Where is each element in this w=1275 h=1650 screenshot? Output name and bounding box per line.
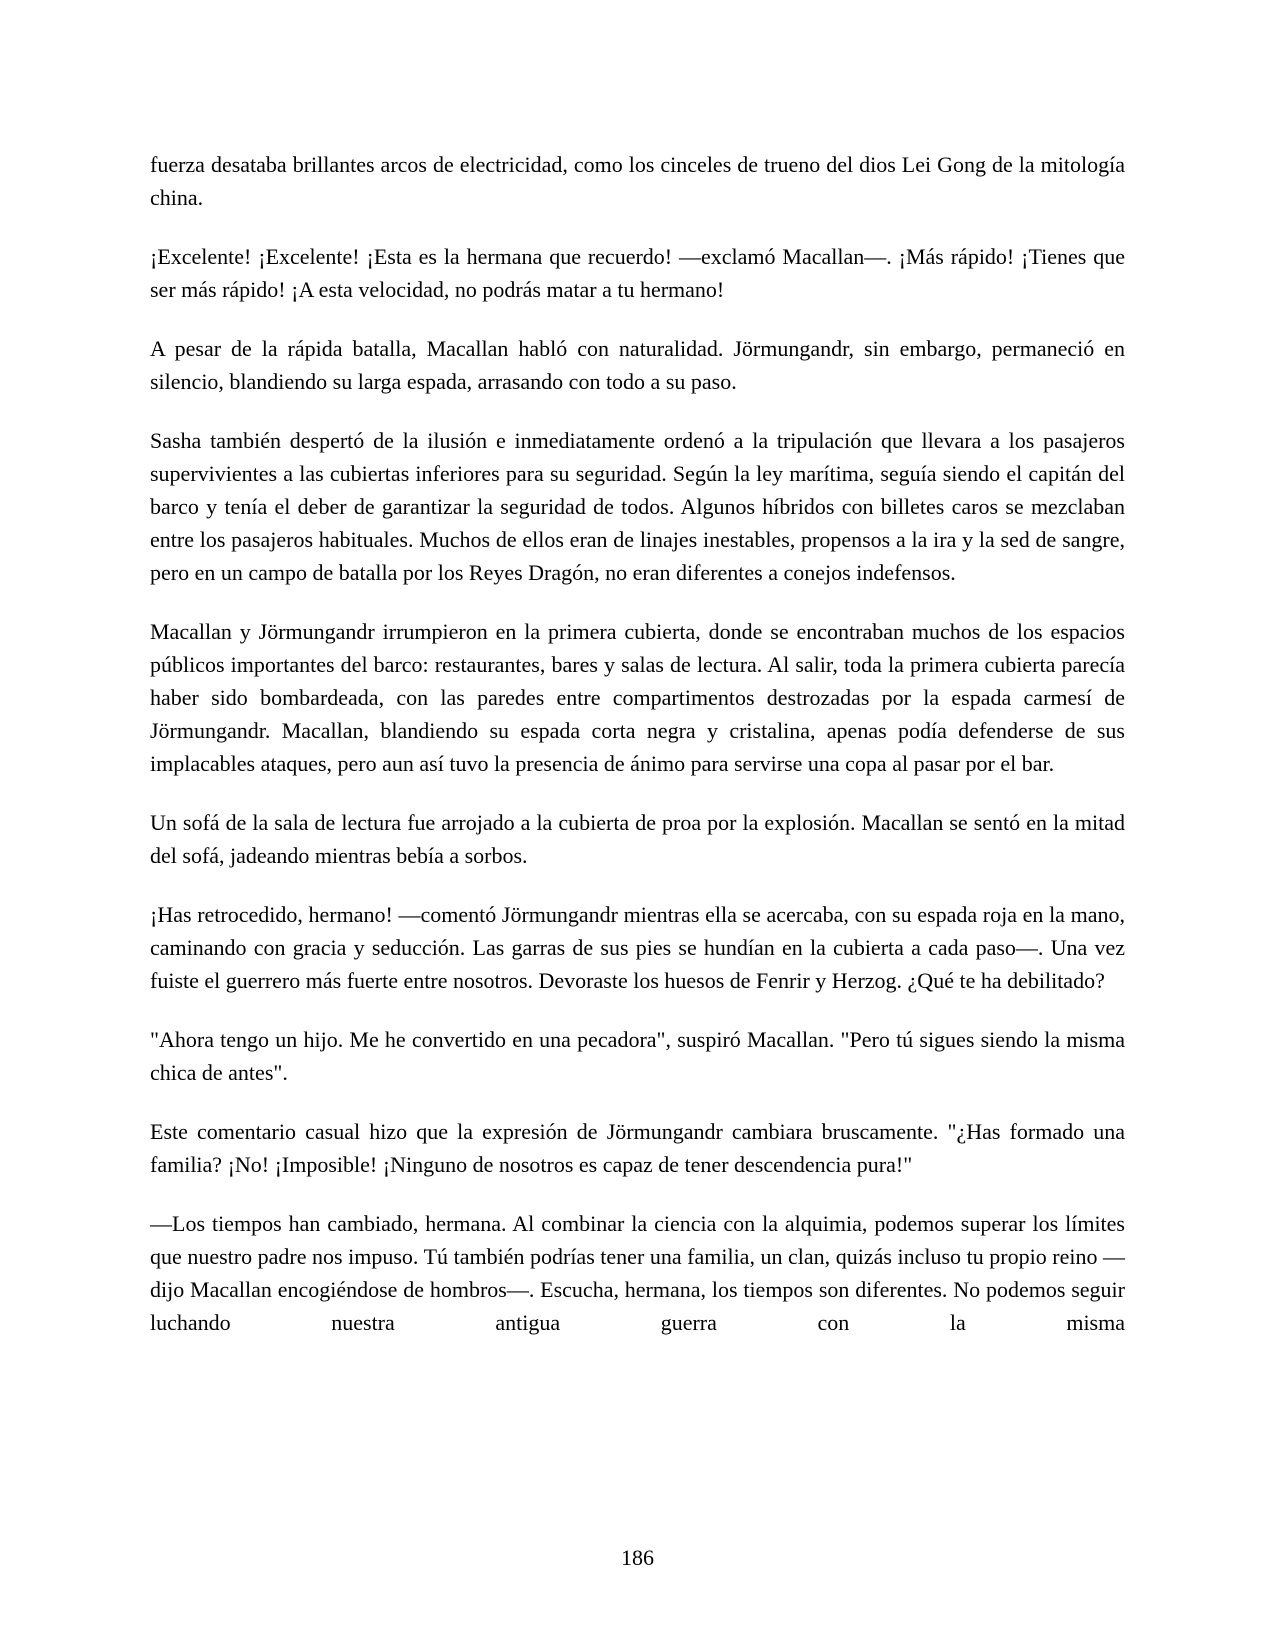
- paragraph: ¡Excelente! ¡Excelente! ¡Esta es la hermana que recuerdo! —exclamó Macallan—. ¡Más rápido! ¡Tienes que ser más rápido! ¡A esta velocidad, no podrás matar a tu hermano!: [150, 244, 1125, 302]
- paragraph: —Los tiempos han cambiado, hermana. Al combinar la ciencia con la alquimia, podemos superar los límites que nuestro padre nos impuso. Tú también podrías tener una familia, un clan, quizás incluso tu propio reino —dijo Macallan encogiéndose de hombros—. Escucha, hermana, los tiempos son diferentes. No podemos seguir luchando nuestra antigua guerra con la misma: [150, 1211, 1125, 1335]
- paragraph: Sasha también despertó de la ilusión e inmediatamente ordenó a la tripulación que llevara a los pasajeros supervivientes a las cubiertas inferiores para su seguridad. Según la ley marítima, seguía siendo el capitán del barco y tenía el deber de garantizar la seguridad de todos. Algunos híbridos con billetes caros se mezclaban entre los pasajeros habituales. Muchos de ellos eran de linajes inestables, propensos a la ira y la sed de sangre, pero en un campo de batalla por los Reyes Dragón, no eran diferentes a conejos indefensos.: [150, 428, 1125, 585]
- paragraph: Macallan y Jörmungandr irrumpieron en la primera cubierta, donde se encontraban muchos de los espacios públicos importantes del barco: restaurantes, bares y salas de lectura. Al salir, toda la primera cubierta parecía haber sido bombardeada, con las paredes entre compartimentos destrozadas por la espada carmesí de Jörmungandr. Macallan, blandiendo su espada corta negra y cristalina, apenas podía defenderse de sus implacables ataques, pero aun así tuvo la presencia de ánimo para servirse una copa al pasar por el bar.: [150, 619, 1125, 776]
- paragraph: ¡Has retrocedido, hermano! —comentó Jörmungandr mientras ella se acercaba, con su espada roja en la mano, caminando con gracia y seducción. Las garras de sus pies se hundían en la cubierta a cada paso—. Una vez fuiste el guerrero más fuerte entre nosotros. Devoraste los huesos de Fenrir y Herzog. ¿Qué te ha debilitado?: [150, 902, 1125, 993]
- paragraph: Este comentario casual hizo que la expresión de Jörmungandr cambiara bruscamente. "¿Has formado una familia? ¡No! ¡Imposible! ¡Ninguno de nosotros es capaz de tener descendencia pura!": [150, 1119, 1125, 1177]
- paragraph: A pesar de la rápida batalla, Macallan habló con naturalidad. Jörmungandr, sin embargo, permaneció en silencio, blandiendo su larga espada, arrasando con todo a su paso.: [150, 336, 1125, 394]
- page-body: [150, 148, 1125, 1365]
- paragraph: fuerza desataba brillantes arcos de electricidad, como los cinceles de trueno del dios Lei Gong de la mitología china.: [150, 152, 1125, 210]
- paragraph: Un sofá de la sala de lectura fue arrojado a la cubierta de proa por la explosión. Macallan se sentó en la mitad del sofá, jadeando mientras bebía a sorbos.: [150, 810, 1125, 868]
- paragraph: "Ahora tengo un hijo. Me he convertido en una pecadora", suspiró Macallan. "Pero tú sigues siendo la misma chica de antes".: [150, 1027, 1125, 1085]
- page-number: 186: [621, 1545, 654, 1570]
